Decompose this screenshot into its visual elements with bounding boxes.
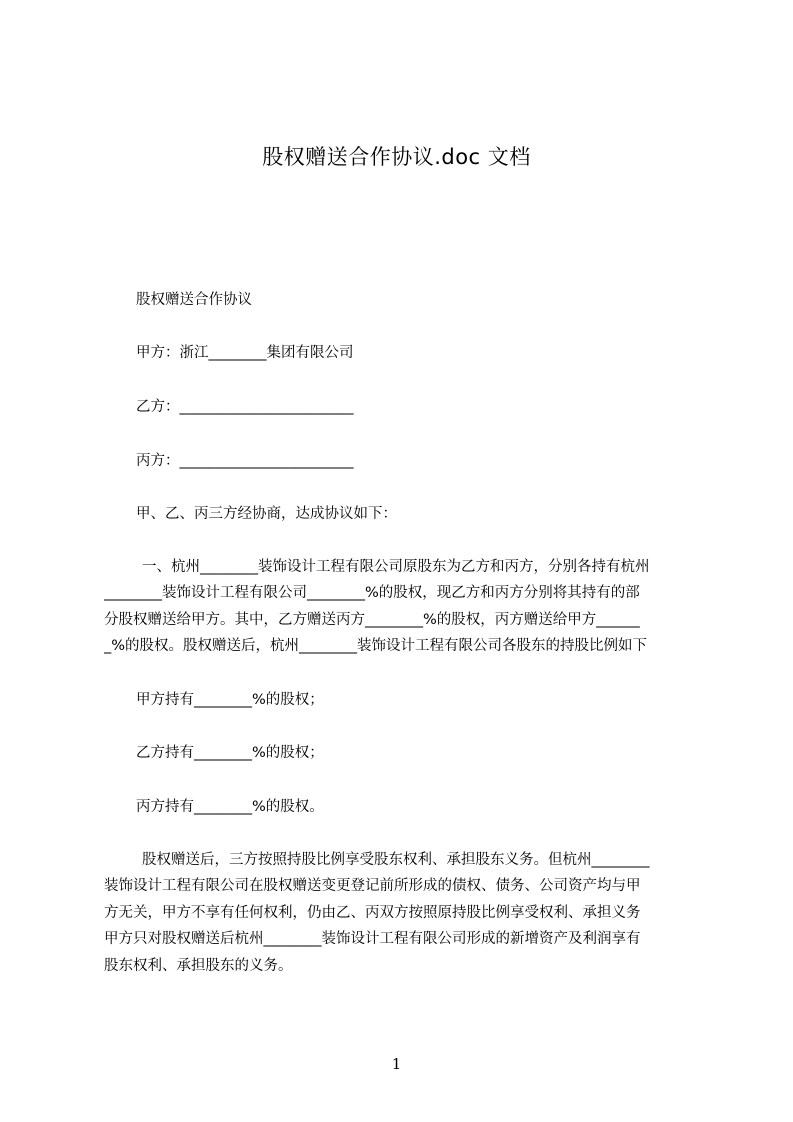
party-b-line: 乙方：________________________: [136, 399, 354, 415]
agreement-heading: 股权赠送合作协议: [136, 292, 252, 308]
clause1-line: 一、杭州________装饰设计工程有限公司原股东为乙方和丙方，分别各持有杭州: [142, 559, 650, 575]
holding-a-line: 甲方持有________%的股权；: [136, 692, 324, 708]
preamble-line: 甲、乙、丙三方经协商，达成协议如下：: [136, 506, 397, 522]
clause2-line: 股东权利、承担股东的义务。: [104, 958, 293, 974]
party-c-line: 丙方：________________________: [136, 453, 354, 469]
clause2-line: 甲方只对股权赠送后杭州________装饰设计工程有限公司形成的新增资产及利润享有: [104, 931, 641, 947]
clause2-line: 装饰设计工程有限公司在股权赠送变更登记前所形成的债权、债务、公司资产均与甲: [104, 878, 641, 894]
clause1-line: ________装饰设计工程有限公司________%的股权，现乙方和丙方分别将其持有的部: [104, 585, 640, 601]
holding-b-line: 乙方持有________%的股权；: [136, 745, 324, 761]
clause1-line: 分股权赠送给甲方。其中，乙方赠送丙方________%的股权，丙方赠送给甲方______: [104, 612, 640, 628]
clause2-line: 方无关，甲方不享有任何权利，仍由乙、丙双方按照原持股比例享受权利、承担义务: [104, 905, 641, 921]
document-title: 股权赠送合作协议.doc 文档: [262, 145, 531, 169]
party-a-line: 甲方：浙江________集团有限公司: [136, 345, 354, 361]
page-number: 1: [391, 1055, 402, 1073]
holding-c-line: 丙方持有________%的股权。: [136, 799, 324, 815]
clause1-line: _%的股权。股权赠送后，杭州________装饰设计工程有限公司各股东的持股比例如下: [104, 638, 648, 654]
clause2-line: 股权赠送后，三方按照持股比例享受股东权利、承担股东义务。但杭州________: [142, 852, 650, 868]
